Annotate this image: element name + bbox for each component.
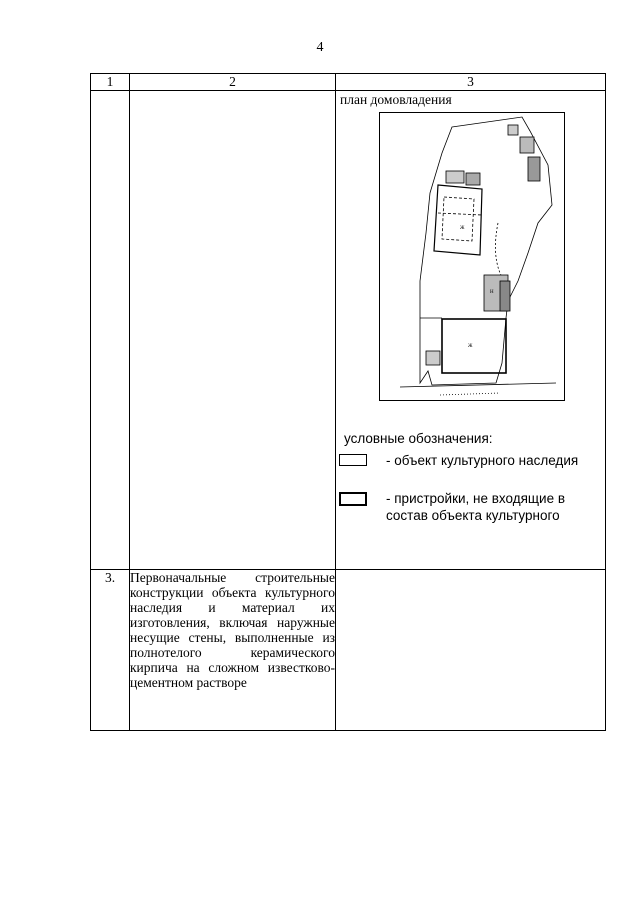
plan-row-col-3 xyxy=(336,91,606,570)
legend-thick-box-icon xyxy=(339,492,367,506)
table-row-3 xyxy=(91,570,606,731)
svg-text:Ж: Ж xyxy=(460,226,465,231)
legend-title: условные обозначения: xyxy=(344,431,493,446)
page-number: 4 xyxy=(316,40,324,55)
legend-item-heritage xyxy=(336,452,605,472)
table-row-plan xyxy=(91,91,606,570)
table-header-row xyxy=(91,74,606,91)
legend-item-text: - объект культурного наследия xyxy=(386,453,579,468)
row-number: 3. xyxy=(91,570,130,731)
legend-thin-box-icon xyxy=(339,454,367,466)
row-3-col-3 xyxy=(336,570,606,731)
legend-item-text: - пристройки, не входящие в состав объекта культурного xyxy=(386,491,566,523)
row-description: Первоначальные строительные конструкции объекта культурного наследия и материал их изготовления, включая наружные несущие стены, выполненные из полнотелого керамического кирпича на сложном известково-цементном растворе xyxy=(130,570,336,731)
svg-text:Ж: Ж xyxy=(468,344,473,349)
document-table xyxy=(90,73,606,731)
legend-item-annex xyxy=(336,490,605,524)
header-col-2: 2 xyxy=(130,74,336,91)
plan-title: план домовладения xyxy=(340,92,452,107)
site-plan-drawing xyxy=(379,112,565,401)
plan-row-col-2 xyxy=(130,91,336,570)
plan-row-col-1 xyxy=(91,91,130,570)
header-col-3: 3 xyxy=(336,74,606,91)
header-col-1: 1 xyxy=(91,74,130,91)
svg-text:Н: Н xyxy=(490,290,494,295)
